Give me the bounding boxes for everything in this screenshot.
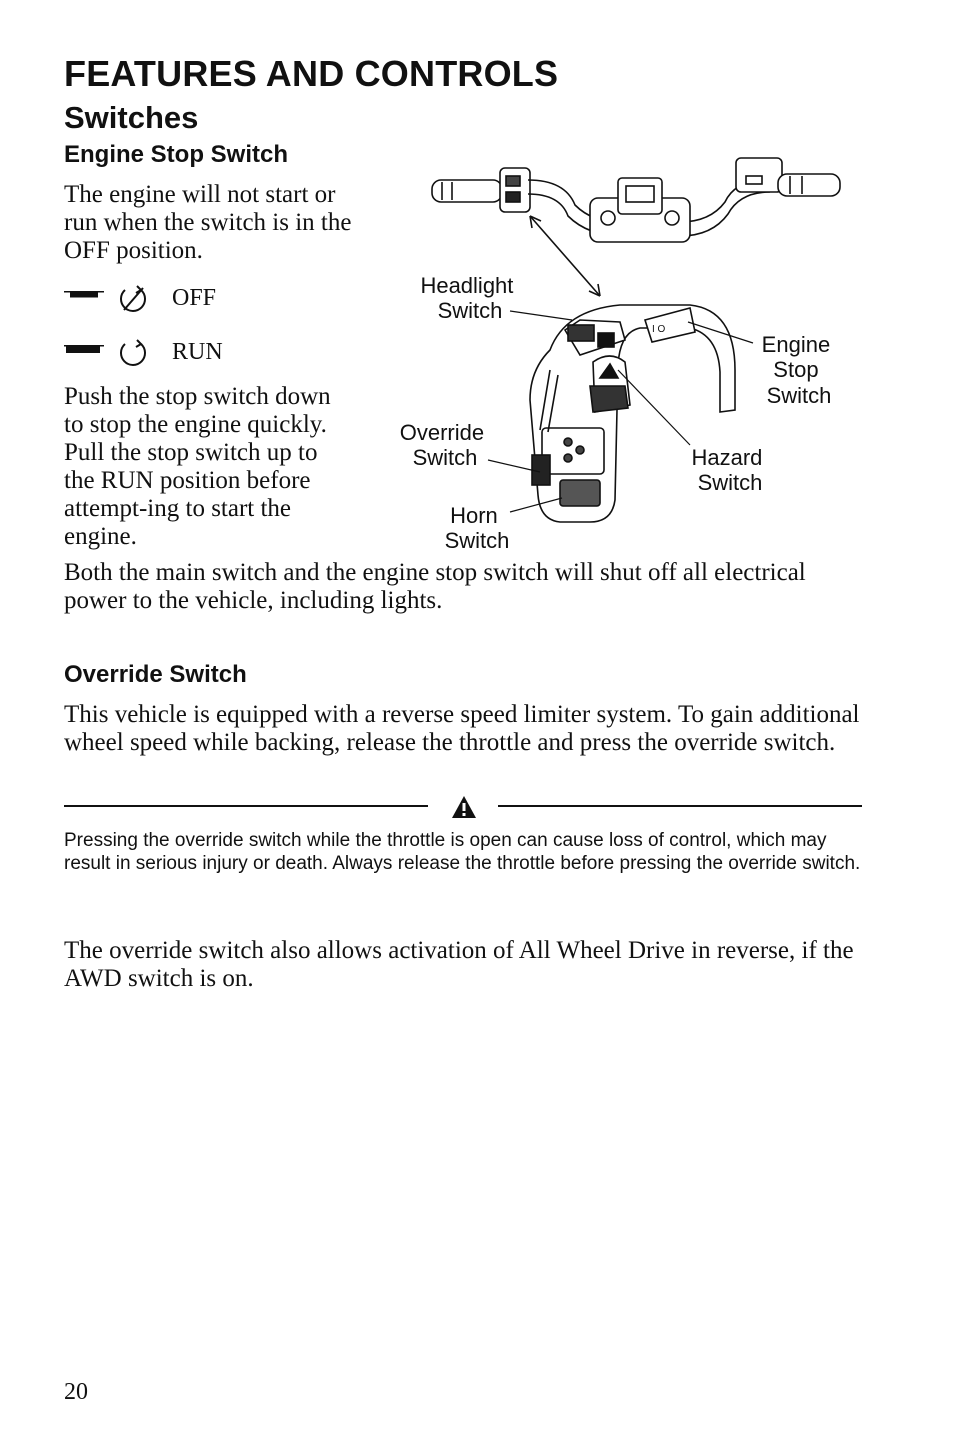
awd-note: The override switch also allows activation of All Wheel Drive in reverse, if the AWD switch is on. (64, 937, 854, 992)
section-title: Switches (64, 100, 199, 135)
engine-stop-instructions: Push the stop switch down to stop the engine quickly. Pull the stop switch up to the RUN position before attempt-ing to start the engine. (64, 383, 331, 550)
warning-triangle-icon (451, 795, 477, 819)
run-label: RUN (172, 339, 223, 365)
switch-position-off-icon (64, 291, 104, 299)
override-heading: Override Switch (64, 661, 247, 688)
warning-divider-left (64, 805, 428, 807)
horn-switch-callout: Horn Switch (444, 503, 510, 553)
power-shutoff-note: Both the main switch and the engine stop switch will shut off all electrical power to the vehicle, including lights. (64, 559, 806, 614)
warning-divider-right (498, 805, 862, 807)
svg-text:I O: I O (652, 324, 666, 335)
hazard-switch-callout: Hazard Switch (691, 445, 763, 495)
engine-stop-intro: The engine will not start or run when the switch is in the OFF position. (64, 181, 352, 264)
run-circle-arrow-icon (116, 337, 150, 371)
off-label: OFF (172, 285, 217, 311)
page-number: 20 (64, 1379, 88, 1405)
engine-stop-switch-callout: Engine Stop Switch (761, 332, 832, 408)
stop-crossed-circle-icon (116, 283, 150, 317)
switch-position-run-icon (64, 345, 104, 353)
engine-stop-heading: Engine Stop Switch (64, 141, 289, 168)
warning-text: Pressing the override switch while the throttle is open can cause loss of control, which may result in serious injury or death. Always release the throttle before pressing the override switch. (64, 830, 861, 874)
override-description: This vehicle is equipped with a reverse speed limiter system. To gain additional wheel speed while backing, release the throttle and press the override switch. (64, 701, 860, 756)
handlebar-switch-diagram (390, 150, 860, 570)
headlight-switch-callout: Headlight Switch (420, 273, 514, 323)
override-switch-callout: Override Switch (399, 420, 485, 470)
page-title: FEATURES AND CONTROLS (64, 53, 559, 94)
